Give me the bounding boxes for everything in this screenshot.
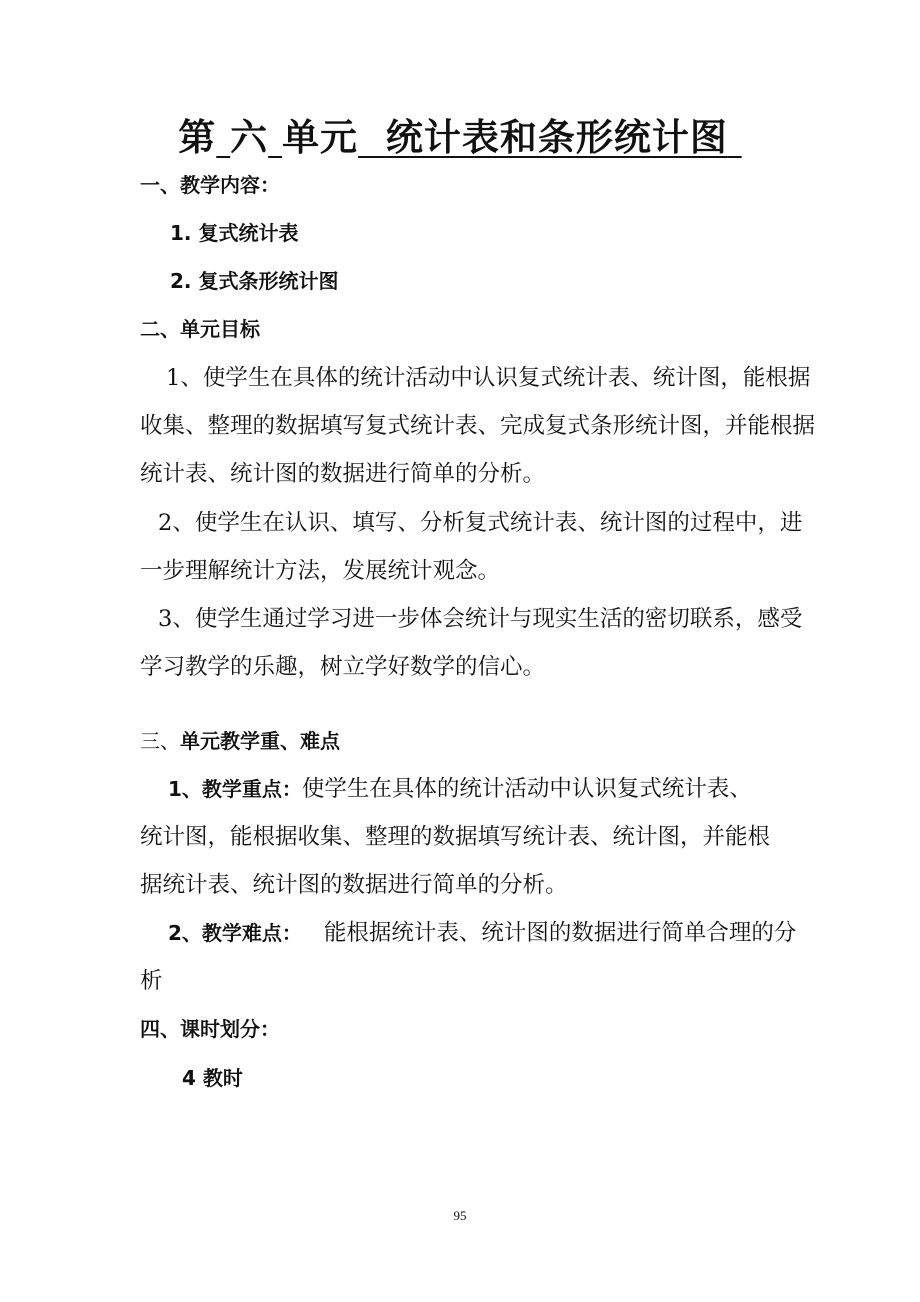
title-underline-tail — [728, 116, 742, 159]
key-point-text-1: 使学生在具体的统计活动中认识复式统计表、 — [301, 776, 752, 802]
goal-2-line-2: 一步理解统计方法，发展统计观念。 — [140, 558, 501, 584]
schedule-value: 4 教时 — [182, 1066, 243, 1090]
goal-3-line-2: 学习教学的乐趣，树立学好数学的信心。 — [140, 654, 546, 680]
title-underline-gap-1 — [216, 116, 230, 159]
goal-1-line-3: 统计表、统计图的数据进行简单的分析。 — [140, 461, 546, 487]
key-point-line-3: 据统计表、统计图的数据进行简单的分析。 — [140, 872, 568, 898]
key-point-line-2: 统计图，能根据收集、整理的数据填写统计表、统计图，并能根 — [140, 824, 771, 850]
section-heading-content: 一、教学内容： — [140, 173, 280, 197]
difficult-point-line-1 — [168, 918, 797, 948]
section-heading-goals: 二、单元目标 — [140, 317, 260, 341]
difficult-point-line-2: 析 — [140, 968, 163, 994]
page-title — [0, 108, 920, 168]
title-part-3: 单元 — [282, 116, 359, 159]
section-heading-schedule: 四、课时划分： — [140, 1017, 280, 1041]
key-point-label: 1、教学重点： — [168, 777, 302, 801]
difficult-point-label: 2、教学难点： — [168, 921, 302, 945]
title-part-2: 六 — [230, 116, 269, 159]
section-3-title: 单元教学重、难点 — [180, 729, 340, 753]
title-underline-gap-3 — [358, 116, 386, 159]
section-3-prefix: 三、 — [140, 729, 180, 753]
goal-1-line-1: 1、使学生在具体的统计活动中认识复式统计表、统计图，能根据 — [166, 365, 811, 391]
difficult-point-text-1: 能根据统计表、统计图的数据进行简单合理的分 — [323, 920, 797, 946]
goal-1-line-2: 收集、整理的数据填写复式统计表、完成复式条形统计图，并能根据 — [140, 413, 816, 439]
section-heading-key-points — [140, 726, 790, 756]
goal-2-line-1: 2、使学生在认识、填写、分析复式统计表、统计图的过程中，进 — [158, 510, 803, 536]
title-part-1: 第 — [178, 116, 217, 159]
content-item-2: 2. 复式条形统计图 — [170, 269, 339, 293]
title-part-4: 统计表和条形统计图 — [385, 116, 728, 159]
key-point-line-1 — [168, 774, 790, 804]
title-underline-gap-2 — [268, 116, 282, 159]
goal-3-line-1: 3、使学生通过学习进一步体会统计与现实生活的密切联系，感受 — [158, 606, 803, 632]
content-item-1: 1. 复式统计表 — [170, 221, 299, 245]
page-number: 95 — [453, 1208, 467, 1223]
